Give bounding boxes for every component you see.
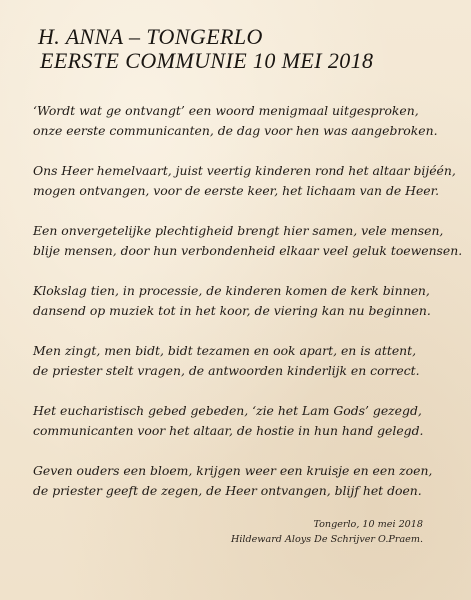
stanza-5 — [33, 341, 463, 381]
verse-line: communicanten voor het altaar, de hostie in hun hand gelegd. — [33, 423, 424, 438]
verse-line: ‘Wordt wat ge ontvangt’ een woord menigmaal uitgesproken, — [33, 103, 419, 118]
verse-line: mogen ontvangen, voor de eerste keer, het lichaam van de Heer. — [33, 183, 440, 198]
poem-body — [33, 101, 463, 521]
verse-line: Een onvergetelijke plechtigheid brengt hier samen, vele mensen, — [33, 223, 444, 238]
verse-line: blije mensen, door hun verbondenheid elkaar veel geluk toewensen. — [33, 243, 463, 258]
signature-place-date: Tongerlo, 10 mei 2018 — [313, 519, 423, 530]
verse-line: onze eerste communicanten, de dag voor hen was aangebroken. — [33, 123, 438, 138]
verse-line: Men zingt, men bidt, bidt tezamen en ook apart, en is attent, — [33, 343, 417, 358]
verse-line: Ons Heer hemelvaart, juist veertig kinderen rond het altaar bijéén, — [33, 163, 456, 178]
verse-line: dansend op muziek tot in het koor, de viering kan nu beginnen. — [33, 303, 431, 318]
stanza-3 — [33, 221, 463, 261]
stanza-6 — [33, 401, 463, 441]
verse-line: Geven ouders een bloem, krijgen weer een kruisje en een zoen, — [33, 463, 433, 478]
verse-line: Het eucharistisch gebed gebeden, ‘zie het Lam Gods’ gezegd, — [33, 403, 422, 418]
stanza-1 — [33, 101, 463, 141]
poem-title — [38, 25, 373, 73]
signature-author: Hildeward Aloys De Schrijver O.Praem. — [230, 534, 423, 545]
signature-block — [231, 517, 423, 547]
stanza-2 — [33, 161, 463, 201]
verse-line: de priester stelt vragen, de antwoorden kinderlijk en correct. — [33, 363, 420, 378]
stanza-4 — [33, 281, 463, 321]
title-line-1: H. ANNA – TONGERLO — [38, 24, 263, 49]
verse-line: de priester geeft de zegen, de Heer ontvangen, blijf het doen. — [33, 483, 422, 498]
title-line-2: EERSTE COMMUNIE 10 MEI 2018 — [40, 48, 374, 73]
verse-line: Klokslag tien, in processie, de kinderen komen de kerk binnen, — [33, 283, 430, 298]
stanza-7 — [33, 461, 463, 501]
